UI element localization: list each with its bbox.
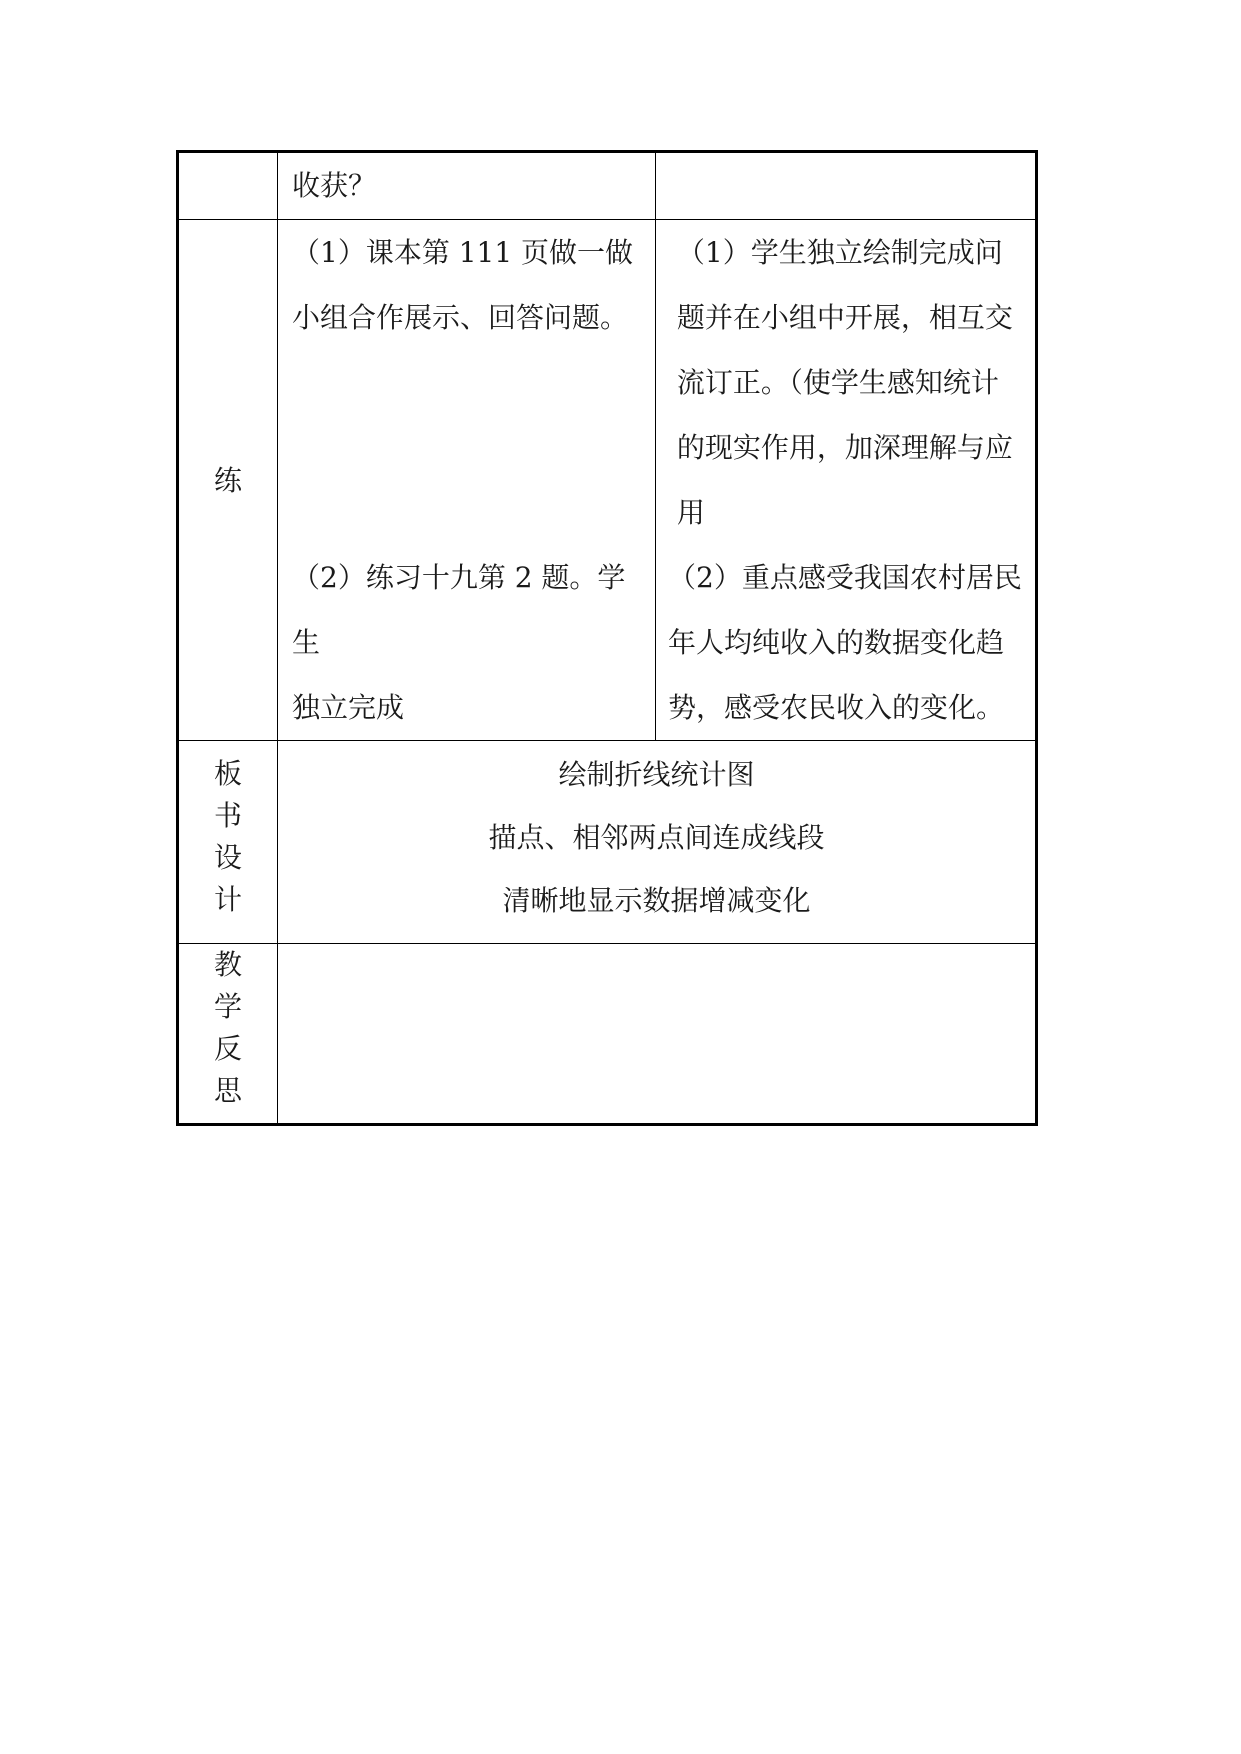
- reflection-content: [278, 944, 1037, 1125]
- practice-right-line-3: 流订正。（使学生感知统计: [668, 366, 999, 399]
- reflect-head-char-2: 学: [213, 990, 242, 1023]
- practice-middle-line-1: （1）课本第 111 页做一做: [292, 236, 634, 269]
- reflect-head-char-3: 反: [213, 1032, 242, 1065]
- practice-right-line-5: 用: [668, 496, 705, 529]
- row-board-design: [178, 741, 1037, 944]
- practice-middle-line-2: 小组合作展示、回答问题。: [292, 301, 629, 334]
- row-harvest-middle: [278, 152, 656, 220]
- reflect-head-char-4: 思: [213, 1074, 242, 1107]
- board-design-head-label: [214, 753, 242, 921]
- practice-right-line-8: 势，感受农民收入的变化。: [668, 691, 1005, 724]
- board-head-char-2: 书: [213, 798, 242, 832]
- board-design-lines: [278, 741, 1035, 932]
- practice-right-line-2: 题并在小组中开展，相互交: [668, 301, 1013, 334]
- practice-middle-spacer-2: [292, 415, 645, 480]
- row-harvest-right: [656, 152, 1037, 220]
- practice-right-line-1: （1）学生独立绘制完成问: [668, 236, 1003, 269]
- harvest-text: 收获？: [292, 169, 377, 202]
- board-head-char-3: 设: [213, 840, 242, 874]
- row-practice: [178, 220, 1037, 741]
- reflection-head-label: [214, 944, 242, 1112]
- practice-right-line-4: 的现实作用，加深理解与应: [668, 431, 1013, 464]
- practice-head-label: 练: [213, 463, 242, 497]
- practice-right-cell: [656, 220, 1037, 741]
- reflect-head-char-1: 教: [213, 948, 242, 981]
- board-line-2: 描点、相邻两点间连成线段: [488, 821, 825, 854]
- board-design-content: [278, 741, 1037, 944]
- reflection-head: [178, 944, 278, 1125]
- practice-right-line-7: 年人均纯收入的数据变化趋: [668, 626, 1005, 659]
- board-head-char-4: 计: [213, 882, 242, 916]
- row-reflection: [178, 944, 1037, 1125]
- row-harvest-head: [178, 152, 278, 220]
- practice-head: [178, 220, 278, 741]
- practice-right-line-6: （2）重点感受我国农村居民: [668, 561, 1022, 594]
- board-design-head: [178, 741, 278, 944]
- board-line-1: 绘制折线统计图: [558, 758, 755, 791]
- practice-middle-cell: [278, 220, 656, 741]
- lesson-plan-table: [176, 150, 1038, 1126]
- practice-middle-spacer-3: [292, 480, 645, 545]
- row-harvest: [178, 152, 1037, 220]
- practice-middle-spacer-1: [292, 350, 645, 415]
- practice-middle-line-7: 独立完成: [292, 691, 405, 724]
- board-head-char-1: 板: [213, 756, 242, 790]
- board-line-3: 清晰地显示数据增减变化: [502, 884, 811, 917]
- practice-middle-line-6: （2）练习十九第 2 题。学生: [292, 561, 626, 659]
- practice-middle-text: [278, 220, 655, 740]
- practice-right-text: [656, 220, 1035, 740]
